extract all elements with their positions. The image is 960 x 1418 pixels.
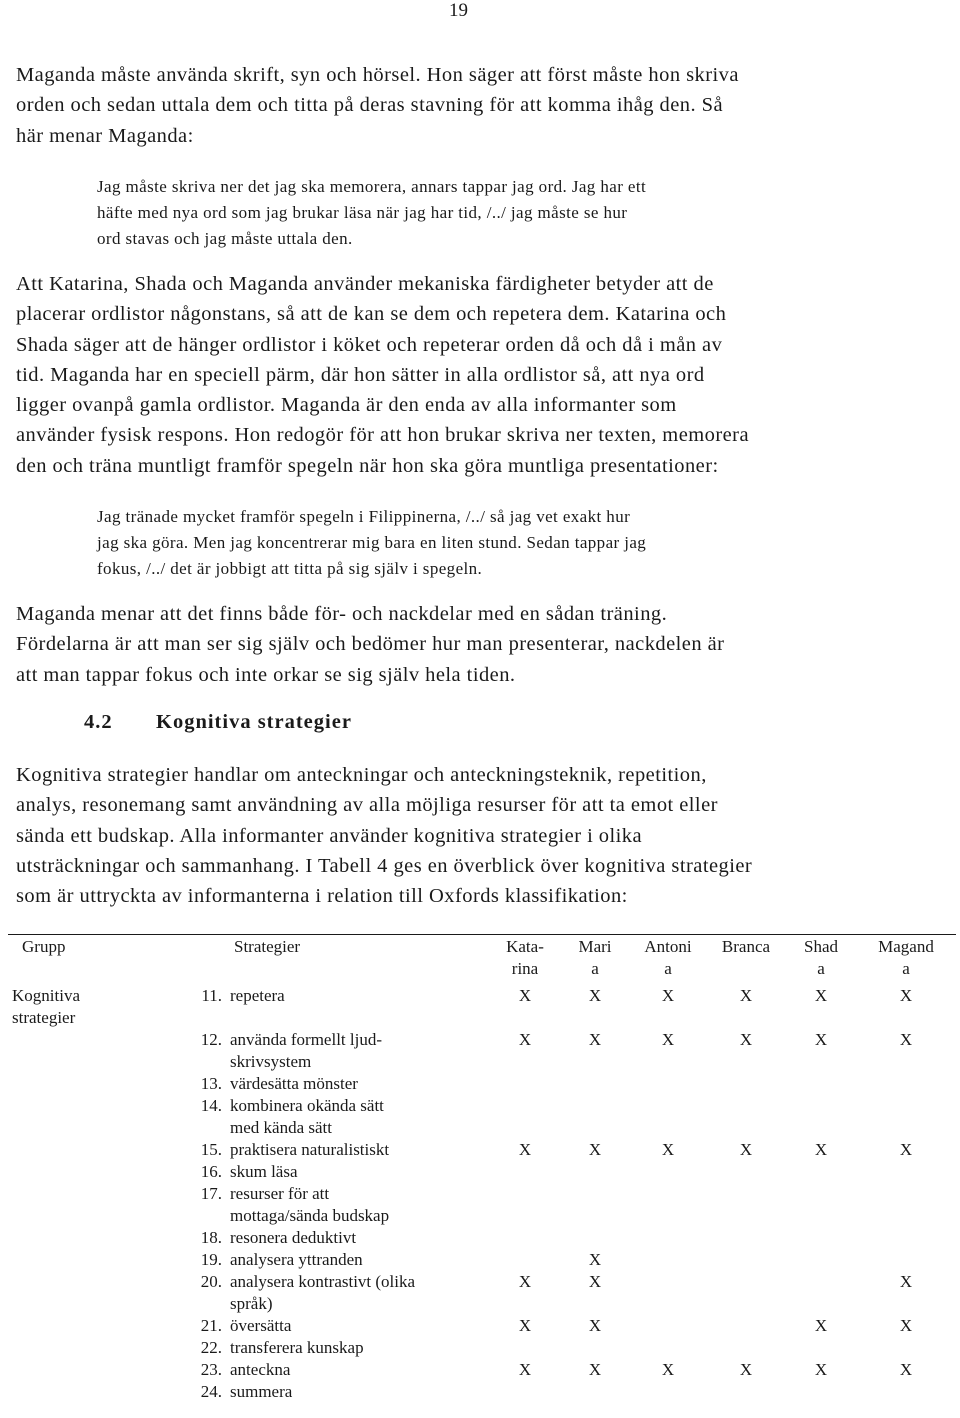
mark-cell [630, 1095, 706, 1139]
mark-cell: X [814, 1140, 828, 1159]
header-informant: Antoni a [630, 935, 706, 981]
mark-cell: X [814, 1316, 828, 1335]
table-row [8, 1271, 956, 1315]
mark-cell [706, 1381, 786, 1403]
table-row [8, 980, 956, 1029]
mark-cell: X [661, 1030, 675, 1049]
paragraph-2 [16, 269, 936, 481]
paragraph-4 [16, 760, 936, 911]
table-row [8, 1381, 956, 1403]
text-line: Kognitiva strategier handlar om anteckningar och anteckningsteknik, repetition, [16, 764, 707, 786]
strategy-text: transferera kunskap [230, 1338, 364, 1357]
header-informant: Mari a [560, 935, 630, 981]
strategy-number: 23. [200, 1360, 222, 1379]
mark-cell: X [588, 1316, 602, 1335]
table-row [8, 1029, 956, 1073]
table-row [8, 1359, 956, 1381]
group-cell [8, 1161, 188, 1183]
mark-cell [706, 1337, 786, 1359]
mark-cell [856, 1183, 956, 1227]
mark-cell: X [518, 986, 532, 1005]
mark-cell [560, 1095, 630, 1139]
header-informant: Magand a [856, 935, 956, 981]
strategy-number: 12. [200, 1030, 222, 1049]
mark-cell: X [814, 986, 828, 1005]
group-cell [8, 1139, 188, 1161]
strategy-text: praktisera naturalistiskt [230, 1140, 390, 1159]
strategy-text: kombinera okända sätt med kända sätt [230, 1096, 384, 1137]
mark-cell [856, 1161, 956, 1183]
mark-cell [560, 1381, 630, 1403]
mark-cell [630, 1271, 706, 1315]
mark-cell: X [588, 1140, 602, 1159]
section-title: Kognitiva strategier [156, 711, 352, 733]
mark-cell [706, 1073, 786, 1095]
strategy-number: 17. [200, 1184, 222, 1203]
mark-cell [856, 1095, 956, 1139]
mark-cell: X [518, 1140, 532, 1159]
group-cell [8, 1359, 188, 1381]
page-number: 19 [449, 0, 468, 21]
mark-cell [560, 1227, 630, 1249]
strategy-cell [188, 980, 490, 1029]
table-row [8, 1315, 956, 1337]
text-line: placerar ordlistor någonstans, så att de kan se dem och repetera dem. Katarina och [16, 303, 727, 326]
mark-cell [786, 1249, 856, 1271]
section-heading [84, 711, 352, 734]
mark-cell [630, 1227, 706, 1249]
strategy-number: 18. [200, 1228, 222, 1247]
mark-cell: X [899, 1140, 913, 1159]
text-line: att man tappar fokus och inte orkar se sig själv hela tiden. [16, 663, 516, 686]
mark-cell [786, 1183, 856, 1227]
strategy-cell [188, 1161, 490, 1183]
group-cell [8, 1073, 188, 1095]
strategy-number: 20. [200, 1272, 222, 1291]
mark-cell [706, 1183, 786, 1227]
mark-cell: X [661, 1360, 675, 1379]
mark-cell: X [739, 986, 753, 1005]
strategy-cell [188, 1249, 490, 1271]
paragraph-3 [16, 599, 936, 690]
mark-cell [786, 1095, 856, 1139]
mark-cell [786, 1161, 856, 1183]
strategy-cell [188, 1139, 490, 1161]
strategy-text: värdesätta mönster [230, 1074, 358, 1093]
strategy-text: översätta [230, 1316, 292, 1335]
mark-cell [630, 1161, 706, 1183]
quote-line: jag ska göra. Men jag koncentrerar mig bara en liten stund. Sedan tappar jag [97, 533, 647, 552]
header-informant: Branca [706, 935, 786, 981]
header-group: Grupp [8, 935, 188, 981]
mark-cell: X [588, 986, 602, 1005]
group-cell [8, 1183, 188, 1227]
mark-cell [856, 1249, 956, 1271]
text-line: Shada säger att de hänger ordlistor i köket och repeterar orden då och då i mån av [16, 333, 723, 356]
text-line: Fördelarna är att man ser sig själv och bedömer hur man presenterar, nackdelen är [16, 633, 725, 656]
mark-cell: X [739, 1030, 753, 1049]
mark-cell [490, 1161, 560, 1183]
mark-cell: X [739, 1360, 753, 1379]
mark-cell [490, 1227, 560, 1249]
text-line: som är uttryckta av informanterna i relation till Oxfords klassifikation: [16, 885, 628, 908]
mark-cell [786, 1073, 856, 1095]
mark-cell [560, 1073, 630, 1095]
quote-line: häfte med nya ord som jag brukar läsa när jag har tid, /../ jag måste se hur [97, 203, 628, 222]
text-line: tid. Maganda har en speciell pärm, där hon sätter in alla ordlistor så, att nya ord [16, 363, 705, 386]
quote-line: Jag tränade mycket framför spegeln i Filippinerna, /../ så jag vet exakt hur [97, 507, 631, 526]
table-row [8, 1183, 956, 1227]
mark-cell [490, 1381, 560, 1403]
strategy-cell [188, 1359, 490, 1381]
mark-cell [630, 1183, 706, 1227]
mark-cell: X [899, 1316, 913, 1335]
header-informant: Kata- rina [490, 935, 560, 981]
mark-cell: X [588, 1030, 602, 1049]
mark-cell: X [899, 1272, 913, 1291]
strategy-text: summera [230, 1382, 293, 1401]
strategy-cell [188, 1227, 490, 1249]
mark-cell [630, 1073, 706, 1095]
section-number: 4.2 [84, 711, 113, 733]
mark-cell: X [518, 1316, 532, 1335]
mark-cell [856, 1073, 956, 1095]
mark-cell [706, 1161, 786, 1183]
mark-cell: X [899, 986, 913, 1005]
mark-cell [560, 1161, 630, 1183]
header-strategies: Strategier [188, 935, 490, 981]
mark-cell [630, 1381, 706, 1403]
mark-cell [786, 1271, 856, 1315]
mark-cell: X [899, 1030, 913, 1049]
strategy-number: 15. [200, 1140, 222, 1159]
text-line: här menar Maganda: [16, 124, 194, 147]
strategy-text: skum läsa [230, 1162, 298, 1181]
group-cell [8, 1271, 188, 1315]
strategy-number: 11. [201, 986, 222, 1005]
mark-cell: X [661, 986, 675, 1005]
strategy-cell [188, 1073, 490, 1095]
mark-cell [490, 1073, 560, 1095]
strategy-cell [188, 1029, 490, 1073]
mark-cell [630, 1337, 706, 1359]
strategy-cell [188, 1271, 490, 1315]
group-cell [8, 1095, 188, 1139]
mark-cell: X [518, 1030, 532, 1049]
mark-cell [490, 1337, 560, 1359]
mark-cell [706, 1249, 786, 1271]
mark-cell: X [661, 1140, 675, 1159]
strategy-text: resonera deduktivt [230, 1228, 357, 1247]
table-row [8, 1337, 956, 1359]
strategy-number: 13. [200, 1074, 222, 1093]
mark-cell [630, 1249, 706, 1271]
mark-cell: X [899, 1360, 913, 1379]
strategy-cell [188, 1183, 490, 1227]
strategy-number: 21. [200, 1316, 222, 1335]
mark-cell [490, 1183, 560, 1227]
text-line: analys, resonemang samt användning av alla möjliga resurser för att ta emot eller [16, 794, 718, 817]
group-cell [8, 1227, 188, 1249]
mark-cell [490, 1095, 560, 1139]
strategy-table [8, 934, 956, 1403]
text-line: Maganda måste använda skrift, syn och hörsel. Hon säger att först måste hon skriva [16, 64, 739, 86]
mark-cell: X [588, 1250, 602, 1269]
paragraph-1 [16, 60, 936, 151]
mark-cell [856, 1227, 956, 1249]
text-line: Maganda menar att det finns både för- och nackdelar med en sådan träning. [16, 603, 668, 625]
table-row [8, 1161, 956, 1183]
mark-cell: X [739, 1140, 753, 1159]
strategy-text: anteckna [230, 1360, 291, 1379]
strategy-number: 24. [200, 1382, 222, 1401]
group-cell [8, 1315, 188, 1337]
mark-cell [490, 1249, 560, 1271]
group-label: Kognitiva strategier [12, 986, 80, 1027]
mark-cell [786, 1381, 856, 1403]
mark-cell [786, 1337, 856, 1359]
table-row [8, 1139, 956, 1161]
text-line: den och träna muntligt framför spegeln när hon ska göra muntliga presentationer: [16, 454, 719, 477]
table-row [8, 1227, 956, 1249]
strategy-number: 19. [200, 1250, 222, 1269]
mark-cell [856, 1381, 956, 1403]
header-informant: Shad a [786, 935, 856, 981]
table-row [8, 1095, 956, 1139]
table-body [8, 935, 956, 1404]
mark-cell [706, 1227, 786, 1249]
table-row [8, 1073, 956, 1095]
strategy-number: 16. [200, 1162, 222, 1181]
quote-2 [97, 504, 777, 582]
mark-cell [706, 1095, 786, 1139]
text-line: ligger ovanpå gamla ordlistor. Maganda är den enda av alla informanter som [16, 394, 677, 417]
mark-cell: X [588, 1360, 602, 1379]
mark-cell [630, 1315, 706, 1337]
mark-cell: X [518, 1272, 532, 1291]
table-row [8, 1249, 956, 1271]
mark-cell [856, 1337, 956, 1359]
strategy-cell [188, 1381, 490, 1403]
mark-cell [706, 1271, 786, 1315]
text-line: utsträckningar och sammanhang. I Tabell 4 ges en överblick över kognitiva strategier [16, 854, 753, 877]
strategy-cell [188, 1315, 490, 1337]
strategy-text: analysera yttranden [230, 1250, 363, 1269]
table-header-row [8, 935, 956, 981]
strategy-text: resurser för att mottaga/sända budskap [230, 1184, 390, 1225]
mark-cell: X [814, 1360, 828, 1379]
mark-cell [560, 1183, 630, 1227]
text-line: använder fysisk respons. Hon redogör för att hon brukar skriva ner texten, memorera [16, 424, 749, 447]
mark-cell: X [814, 1030, 828, 1049]
quote-line: fokus, /../ det är jobbigt att titta på sig själv i spegeln. [97, 559, 483, 578]
group-cell [8, 1381, 188, 1403]
strategy-text: analysera kontrastivt (olika språk) [230, 1272, 416, 1313]
group-cell [8, 1029, 188, 1073]
mark-cell [560, 1337, 630, 1359]
mark-cell [786, 1227, 856, 1249]
strategy-text: repetera [230, 986, 285, 1005]
strategy-cell [188, 1095, 490, 1139]
strategy-cell [188, 1337, 490, 1359]
group-cell [8, 1337, 188, 1359]
group-cell [8, 1249, 188, 1271]
strategy-number: 22. [200, 1338, 222, 1357]
quote-line: Jag måste skriva ner det jag ska memorera, annars tappar jag ord. Jag har ett [97, 177, 647, 196]
quote-line: ord stavas och jag måste uttala den. [97, 229, 353, 248]
text-line: Att Katarina, Shada och Maganda använder mekaniska färdigheter betyder att de [16, 273, 714, 295]
strategy-number: 14. [200, 1096, 222, 1115]
text-line: sända ett budskap. Alla informanter använder kognitiva strategier i olika [16, 824, 643, 847]
mark-cell: X [518, 1360, 532, 1379]
text-line: orden och sedan uttala dem och titta på deras stavning för att komma ihåg den. Så [16, 94, 724, 117]
mark-cell [706, 1315, 786, 1337]
quote-1 [97, 174, 777, 252]
strategy-text: använda formellt ljud- skrivsystem [230, 1030, 383, 1071]
mark-cell: X [588, 1272, 602, 1291]
